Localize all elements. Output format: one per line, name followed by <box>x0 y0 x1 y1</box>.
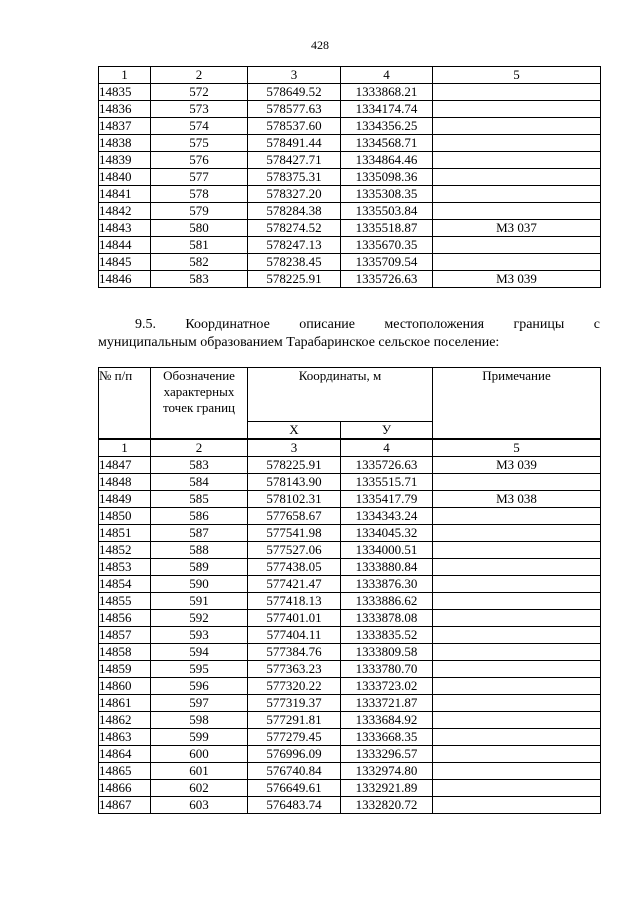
coordinate-x: 578537.60 <box>248 118 341 135</box>
header-designation: Обозначение характерных точек границ <box>151 368 248 440</box>
boundary-point: 602 <box>151 780 248 797</box>
note <box>433 695 601 712</box>
coordinate-x: 578238.45 <box>248 254 341 271</box>
note: МЗ 038 <box>433 491 601 508</box>
heading-word: с <box>593 317 600 332</box>
boundary-point: 572 <box>151 84 248 101</box>
point-number: 14847 <box>99 457 151 474</box>
coordinate-y: 1334864.46 <box>341 152 433 169</box>
heading-word: границы <box>513 317 565 332</box>
coordinate-y: 1335726.63 <box>341 457 433 474</box>
table-row <box>99 508 601 525</box>
note <box>433 729 601 746</box>
table-row <box>99 84 601 101</box>
coordinate-y: 1335709.54 <box>341 254 433 271</box>
coordinate-y: 1334174.74 <box>341 101 433 118</box>
boundary-point: 595 <box>151 661 248 678</box>
coordinate-x: 577320.22 <box>248 678 341 695</box>
header-np: № п/п <box>99 368 151 440</box>
table-row <box>99 627 601 644</box>
section-heading-line-1 <box>98 316 600 334</box>
point-number: 14845 <box>99 254 151 271</box>
table-row <box>99 559 601 576</box>
point-number: 14850 <box>99 508 151 525</box>
coordinate-x: 578375.31 <box>248 169 341 186</box>
coordinates-table-header <box>99 368 601 440</box>
column-index: 1 <box>99 67 151 84</box>
coordinate-y: 1332921.89 <box>341 780 433 797</box>
boundary-point: 583 <box>151 271 248 288</box>
note <box>433 525 601 542</box>
coordinates-table-body <box>99 67 601 288</box>
note <box>433 542 601 559</box>
column-index: 2 <box>151 439 248 457</box>
coordinate-y: 1335503.84 <box>341 203 433 220</box>
boundary-point: 592 <box>151 610 248 627</box>
note <box>433 152 601 169</box>
coordinate-y: 1333886.62 <box>341 593 433 610</box>
table-row <box>99 593 601 610</box>
coordinate-x: 576483.74 <box>248 797 341 814</box>
coordinate-y: 1335308.35 <box>341 186 433 203</box>
coordinates-table-body <box>99 439 601 814</box>
point-number: 14846 <box>99 271 151 288</box>
boundary-point: 590 <box>151 576 248 593</box>
point-number: 14860 <box>99 678 151 695</box>
note <box>433 576 601 593</box>
coordinate-x: 578247.13 <box>248 237 341 254</box>
boundary-point: 597 <box>151 695 248 712</box>
point-number: 14844 <box>99 237 151 254</box>
point-number: 14854 <box>99 576 151 593</box>
coordinate-y: 1335098.36 <box>341 169 433 186</box>
boundary-point: 583 <box>151 457 248 474</box>
note <box>433 169 601 186</box>
coordinate-y: 1333868.21 <box>341 84 433 101</box>
column-index: 3 <box>248 67 341 84</box>
coordinate-x: 576996.09 <box>248 746 341 763</box>
point-number: 14842 <box>99 203 151 220</box>
coordinate-y: 1332820.72 <box>341 797 433 814</box>
boundary-point: 596 <box>151 678 248 695</box>
coordinate-x: 577363.23 <box>248 661 341 678</box>
coordinate-x: 578102.31 <box>248 491 341 508</box>
column-index: 3 <box>248 439 341 457</box>
coordinate-y: 1332974.80 <box>341 763 433 780</box>
header-coordinates: Координаты, м <box>248 368 433 422</box>
column-index: 1 <box>99 439 151 457</box>
boundary-point: 576 <box>151 152 248 169</box>
note <box>433 186 601 203</box>
point-number: 14837 <box>99 118 151 135</box>
table-row <box>99 135 601 152</box>
point-number: 14843 <box>99 220 151 237</box>
coordinate-y: 1333880.84 <box>341 559 433 576</box>
point-number: 14864 <box>99 746 151 763</box>
point-number: 14836 <box>99 101 151 118</box>
column-index: 5 <box>433 67 601 84</box>
boundary-point: 585 <box>151 491 248 508</box>
boundary-point: 582 <box>151 254 248 271</box>
table-row <box>99 254 601 271</box>
note <box>433 84 601 101</box>
coordinate-y: 1335518.87 <box>341 220 433 237</box>
table-row <box>99 271 601 288</box>
boundary-point: 589 <box>151 559 248 576</box>
coordinate-y: 1333668.35 <box>341 729 433 746</box>
note <box>433 678 601 695</box>
table-row <box>99 576 601 593</box>
coordinate-y: 1333835.52 <box>341 627 433 644</box>
point-number: 14840 <box>99 169 151 186</box>
column-index: 4 <box>341 67 433 84</box>
boundary-point: 598 <box>151 712 248 729</box>
table-row <box>99 186 601 203</box>
boundary-point: 593 <box>151 627 248 644</box>
coordinate-x: 577401.01 <box>248 610 341 627</box>
table-row <box>99 101 601 118</box>
coordinate-y: 1335726.63 <box>341 271 433 288</box>
point-number: 14862 <box>99 712 151 729</box>
note <box>433 118 601 135</box>
coordinate-y: 1335515.71 <box>341 474 433 491</box>
table-row <box>99 169 601 186</box>
note <box>433 644 601 661</box>
coordinate-x: 578491.44 <box>248 135 341 152</box>
boundary-point: 603 <box>151 797 248 814</box>
note: МЗ 039 <box>433 457 601 474</box>
page-number: 428 <box>311 38 329 52</box>
section-heading <box>98 316 600 352</box>
coordinate-y: 1333721.87 <box>341 695 433 712</box>
table-row <box>99 610 601 627</box>
heading-word: местоположения <box>384 317 485 332</box>
table-row <box>99 542 601 559</box>
coordinate-x: 577279.45 <box>248 729 341 746</box>
boundary-point: 574 <box>151 118 248 135</box>
note <box>433 203 601 220</box>
coordinate-x: 578274.52 <box>248 220 341 237</box>
note <box>433 508 601 525</box>
column-index-row <box>99 67 601 84</box>
note <box>433 763 601 780</box>
section-number: 9.5. <box>135 317 156 332</box>
coordinate-y: 1334045.32 <box>341 525 433 542</box>
boundary-point: 586 <box>151 508 248 525</box>
note: МЗ 039 <box>433 271 601 288</box>
coordinate-x: 578284.38 <box>248 203 341 220</box>
coordinate-x: 578327.20 <box>248 186 341 203</box>
coordinate-y: 1334568.71 <box>341 135 433 152</box>
note: МЗ 037 <box>433 220 601 237</box>
table-row <box>99 203 601 220</box>
note <box>433 135 601 152</box>
boundary-point: 601 <box>151 763 248 780</box>
section-heading-line-2: муниципальным образованием Тарабаринское сельское поселение: <box>98 335 500 350</box>
coordinate-x: 578649.52 <box>248 84 341 101</box>
table-row <box>99 695 601 712</box>
note <box>433 780 601 797</box>
column-index-row <box>99 439 601 457</box>
coordinate-y: 1333296.57 <box>341 746 433 763</box>
coordinate-y: 1333876.30 <box>341 576 433 593</box>
boundary-point: 600 <box>151 746 248 763</box>
coordinate-x: 578143.90 <box>248 474 341 491</box>
boundary-point: 580 <box>151 220 248 237</box>
note <box>433 237 601 254</box>
coordinate-x: 577291.81 <box>248 712 341 729</box>
point-number: 14835 <box>99 84 151 101</box>
coordinate-x: 577418.13 <box>248 593 341 610</box>
point-number: 14855 <box>99 593 151 610</box>
point-number: 14857 <box>99 627 151 644</box>
note <box>433 254 601 271</box>
boundary-point: 581 <box>151 237 248 254</box>
table-row <box>99 457 601 474</box>
column-index: 4 <box>341 439 433 457</box>
coordinate-y: 1334343.24 <box>341 508 433 525</box>
coordinate-x: 577438.05 <box>248 559 341 576</box>
point-number: 14867 <box>99 797 151 814</box>
point-number: 14856 <box>99 610 151 627</box>
boundary-point: 588 <box>151 542 248 559</box>
header-note: Примечание <box>433 368 601 440</box>
coordinate-x: 578577.63 <box>248 101 341 118</box>
coordinate-y: 1333684.92 <box>341 712 433 729</box>
boundary-point: 579 <box>151 203 248 220</box>
note <box>433 593 601 610</box>
coordinate-x: 578225.91 <box>248 457 341 474</box>
coordinates-table-continued <box>98 66 601 288</box>
boundary-point: 599 <box>151 729 248 746</box>
coordinate-x: 577404.11 <box>248 627 341 644</box>
header-y: У <box>341 421 433 439</box>
table-row <box>99 780 601 797</box>
column-index: 5 <box>433 439 601 457</box>
coordinate-y: 1333809.58 <box>341 644 433 661</box>
boundary-point: 573 <box>151 101 248 118</box>
table-row <box>99 237 601 254</box>
coordinate-y: 1335417.79 <box>341 491 433 508</box>
coordinate-x: 577421.47 <box>248 576 341 593</box>
boundary-point: 584 <box>151 474 248 491</box>
coordinate-x: 577319.37 <box>248 695 341 712</box>
coordinate-x: 578225.91 <box>248 271 341 288</box>
point-number: 14859 <box>99 661 151 678</box>
table-row <box>99 763 601 780</box>
coordinate-y: 1335670.35 <box>341 237 433 254</box>
boundary-point: 587 <box>151 525 248 542</box>
boundary-point: 577 <box>151 169 248 186</box>
point-number: 14848 <box>99 474 151 491</box>
note <box>433 610 601 627</box>
point-number: 14849 <box>99 491 151 508</box>
note <box>433 474 601 491</box>
boundary-point: 575 <box>151 135 248 152</box>
table-row <box>99 152 601 169</box>
heading-word: Координатное <box>185 317 270 332</box>
table-row <box>99 220 601 237</box>
table-row <box>99 661 601 678</box>
table-row <box>99 797 601 814</box>
column-index: 2 <box>151 67 248 84</box>
coordinate-y: 1333780.70 <box>341 661 433 678</box>
table-row <box>99 729 601 746</box>
coordinate-x: 576740.84 <box>248 763 341 780</box>
table-row <box>99 474 601 491</box>
point-number: 14853 <box>99 559 151 576</box>
header-x: Х <box>248 421 341 439</box>
coordinate-y: 1334000.51 <box>341 542 433 559</box>
point-number: 14839 <box>99 152 151 169</box>
coordinate-y: 1333723.02 <box>341 678 433 695</box>
coordinate-x: 576649.61 <box>248 780 341 797</box>
point-number: 14861 <box>99 695 151 712</box>
note <box>433 101 601 118</box>
note <box>433 797 601 814</box>
coordinate-x: 577384.76 <box>248 644 341 661</box>
table-row <box>99 678 601 695</box>
table-row <box>99 491 601 508</box>
table-row <box>99 746 601 763</box>
point-number: 14865 <box>99 763 151 780</box>
boundary-point: 578 <box>151 186 248 203</box>
boundary-point: 594 <box>151 644 248 661</box>
heading-word: описание <box>299 317 356 332</box>
table-row <box>99 118 601 135</box>
note <box>433 661 601 678</box>
coordinate-y: 1334356.25 <box>341 118 433 135</box>
note <box>433 627 601 644</box>
coordinate-x: 577541.98 <box>248 525 341 542</box>
point-number: 14866 <box>99 780 151 797</box>
coordinate-x: 577527.06 <box>248 542 341 559</box>
point-number: 14858 <box>99 644 151 661</box>
coordinate-y: 1333878.08 <box>341 610 433 627</box>
point-number: 14852 <box>99 542 151 559</box>
point-number: 14841 <box>99 186 151 203</box>
table-row <box>99 712 601 729</box>
table-row <box>99 525 601 542</box>
point-number: 14838 <box>99 135 151 152</box>
coordinates-table <box>98 367 601 814</box>
table-row <box>99 644 601 661</box>
header-row <box>99 368 601 422</box>
point-number: 14863 <box>99 729 151 746</box>
point-number: 14851 <box>99 525 151 542</box>
note <box>433 559 601 576</box>
note <box>433 712 601 729</box>
coordinate-x: 577658.67 <box>248 508 341 525</box>
coordinate-x: 578427.71 <box>248 152 341 169</box>
note <box>433 746 601 763</box>
boundary-point: 591 <box>151 593 248 610</box>
